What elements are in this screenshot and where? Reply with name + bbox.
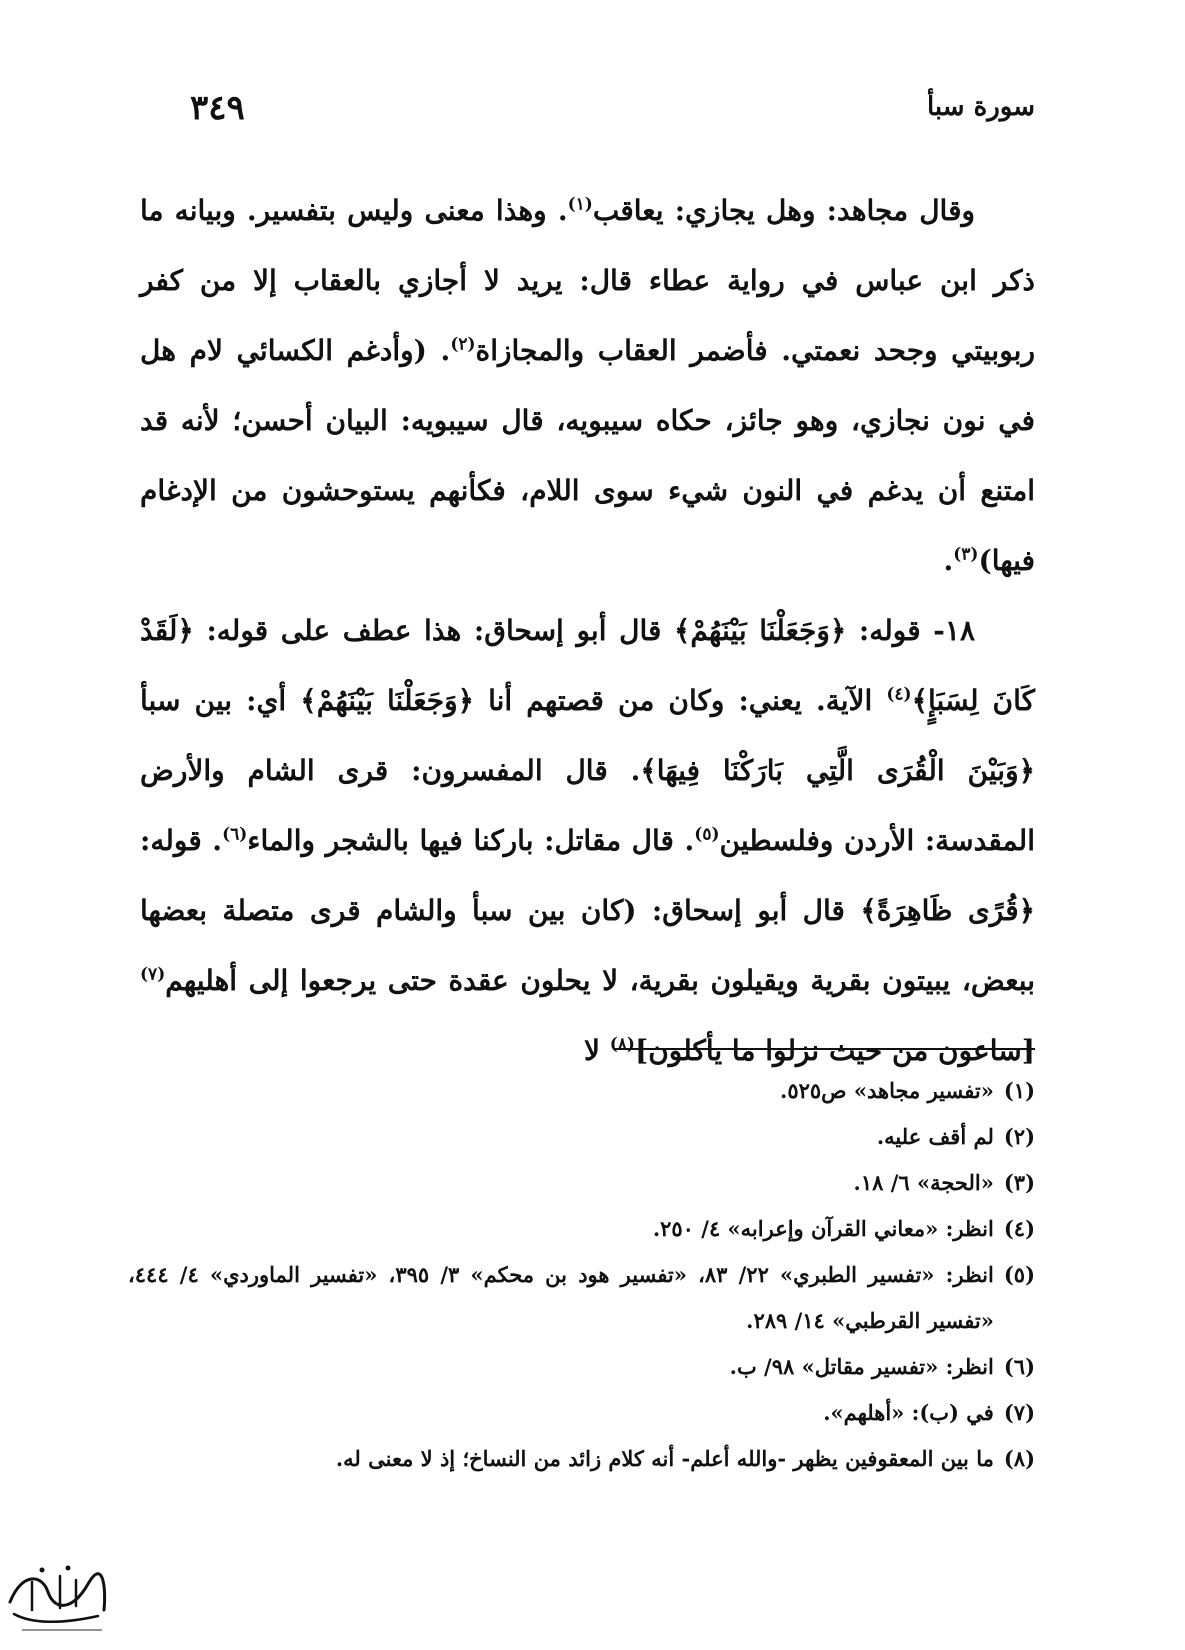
text-run: لا [584, 1034, 610, 1067]
calligraphy-logo [2, 1562, 112, 1640]
page-header [190, 88, 1035, 138]
footnote-number: (٤) [1003, 1216, 1035, 1241]
footnote [128, 1068, 1035, 1114]
footnote-ref-6: (٦) [222, 824, 248, 845]
footnote [128, 1252, 1035, 1344]
paragraph-1 [140, 176, 1035, 596]
quran-quote: ﴿قُرًى ظَاهِرَةً﴾ [860, 894, 1036, 927]
main-text [140, 176, 1035, 1086]
footnote-number: (٧) [1003, 1400, 1035, 1425]
text-run: [ساعون من حيث نزلوا ما يأكلون] [634, 1034, 1035, 1067]
text-run: ١٨- قوله: [846, 614, 975, 647]
footnote-ref-8: (٨) [609, 1034, 635, 1055]
footnote-number: (٣) [1003, 1170, 1035, 1195]
footnote-text: في (ب): «أهلهم». [823, 1400, 994, 1425]
footnote-text: انظر: «معاني القرآن وإعرابه» ٤/ ٢٥٠. [652, 1216, 994, 1241]
quran-quote: ﴿وَبَيْنَ الْقُرَى الَّتِي بَارَكْنَا فِيهَا﴾ [640, 754, 1035, 787]
quran-quote: ﴿وَجَعَلْنَا بَيْنَهُمْ﴾ [300, 684, 474, 717]
text-run: . [943, 544, 954, 577]
text-run: أي: بين سبأ [140, 684, 301, 717]
footnote-text: انظر: «تفسير الطبري» ٢٢/ ٨٣، «تفسير هود بن محكم» ٣/ ٣٩٥، «تفسير الماوردي» ٤/ ٤٤٤، «تفسير القرطبي» ١٤/ ٢٨٩. [128, 1262, 994, 1333]
footnote-ref-4: (٤) [886, 684, 912, 705]
quran-quote: ﴿وَجَعَلْنَا بَيْنَهُمْ﴾ [674, 614, 847, 647]
footnote [128, 1114, 1035, 1160]
footnote-ref-2: (٢) [450, 334, 476, 355]
text-run: وقال مجاهد: وهل يجازي: يعاقب [592, 194, 975, 227]
text-run: . وهذا معنى وليس بتفسير. وبيانه ما ذكر ابن عباس في رواية عطاء قال: يريد لا أجازي بالعقاب إلا من كفر ربوبيتي وجحد نعمتي. فأضمر العقاب والمجازاة [140, 194, 1035, 367]
footnote-text: ما بين المعقوفين يظهر -والله أعلم- أنه كلام زائد من النساخ؛ إذ لا معنى له. [335, 1446, 994, 1471]
running-title: سورة سبأ [927, 92, 1035, 122]
text-run: . قوله: [140, 824, 223, 857]
paragraph-2 [140, 596, 1035, 1086]
footnote-ref-7: (٧) [140, 964, 166, 985]
footnote-text: انظر: «تفسير مقاتل» ٩٨/ ب. [729, 1354, 994, 1379]
footnote-number: (١) [1003, 1078, 1035, 1103]
quran-quote: ﴿لَقَدْ كَانَ لِسَبَإٍ﴾ [140, 614, 1035, 717]
footnote [128, 1206, 1035, 1252]
footnote-text: «الحجة» ٦/ ١٨. [853, 1170, 994, 1195]
footnote-ref-1: (١) [567, 194, 593, 215]
footnote [128, 1436, 1035, 1482]
footnote-separator [615, 1048, 1035, 1050]
footnote-text: لم أقف عليه. [876, 1124, 994, 1149]
footnote-number: (٦) [1003, 1354, 1035, 1379]
text-run: . قال مقاتل: باركنا فيها بالشجر والماء [247, 824, 695, 857]
footnote [128, 1344, 1035, 1390]
text-run: قال أبو إسحاق: (كان بين سبأ والشام قرى متصلة بعضها ببعض، يبيتون بقرية ويقيلون بقرية، لا يحلون عقدة حتى يرجعوا إلى أهليهم [140, 894, 1035, 997]
text-run: الآية. يعني: وكان من قصتهم أنا [474, 684, 887, 717]
footnote [128, 1390, 1035, 1436]
footnote [128, 1160, 1035, 1206]
footnotes [128, 1068, 1035, 1482]
page-number: ٣٤٩ [190, 88, 245, 128]
footnote-ref-5: (٥) [694, 824, 720, 845]
footnote-text: «تفسير مجاهد» ص٥٢٥. [780, 1078, 994, 1103]
footnote-ref-3: (٣) [953, 544, 979, 565]
text-run: . قال المفسرون: قرى الشام والأرض المقدسة: الأردن وفلسطين [140, 754, 1035, 857]
footnote-number: (٥) [1003, 1262, 1035, 1287]
text-run: . (وأدغم الكسائي لام هل في نون نجازي، وهو جائز، حكاه سيبويه، قال سيبويه: البيان أحسن؛ لأنه قد امتنع أن يدغم في النون شيء سوى اللام، فكأنهم يستوحشون من الإدغام فيها) [140, 334, 1036, 577]
footnote-number: (٢) [1003, 1124, 1035, 1149]
text-run: قال أبو إسحاق: هذا عطف على قوله: [193, 614, 675, 647]
footnote-number: (٨) [1003, 1446, 1035, 1471]
